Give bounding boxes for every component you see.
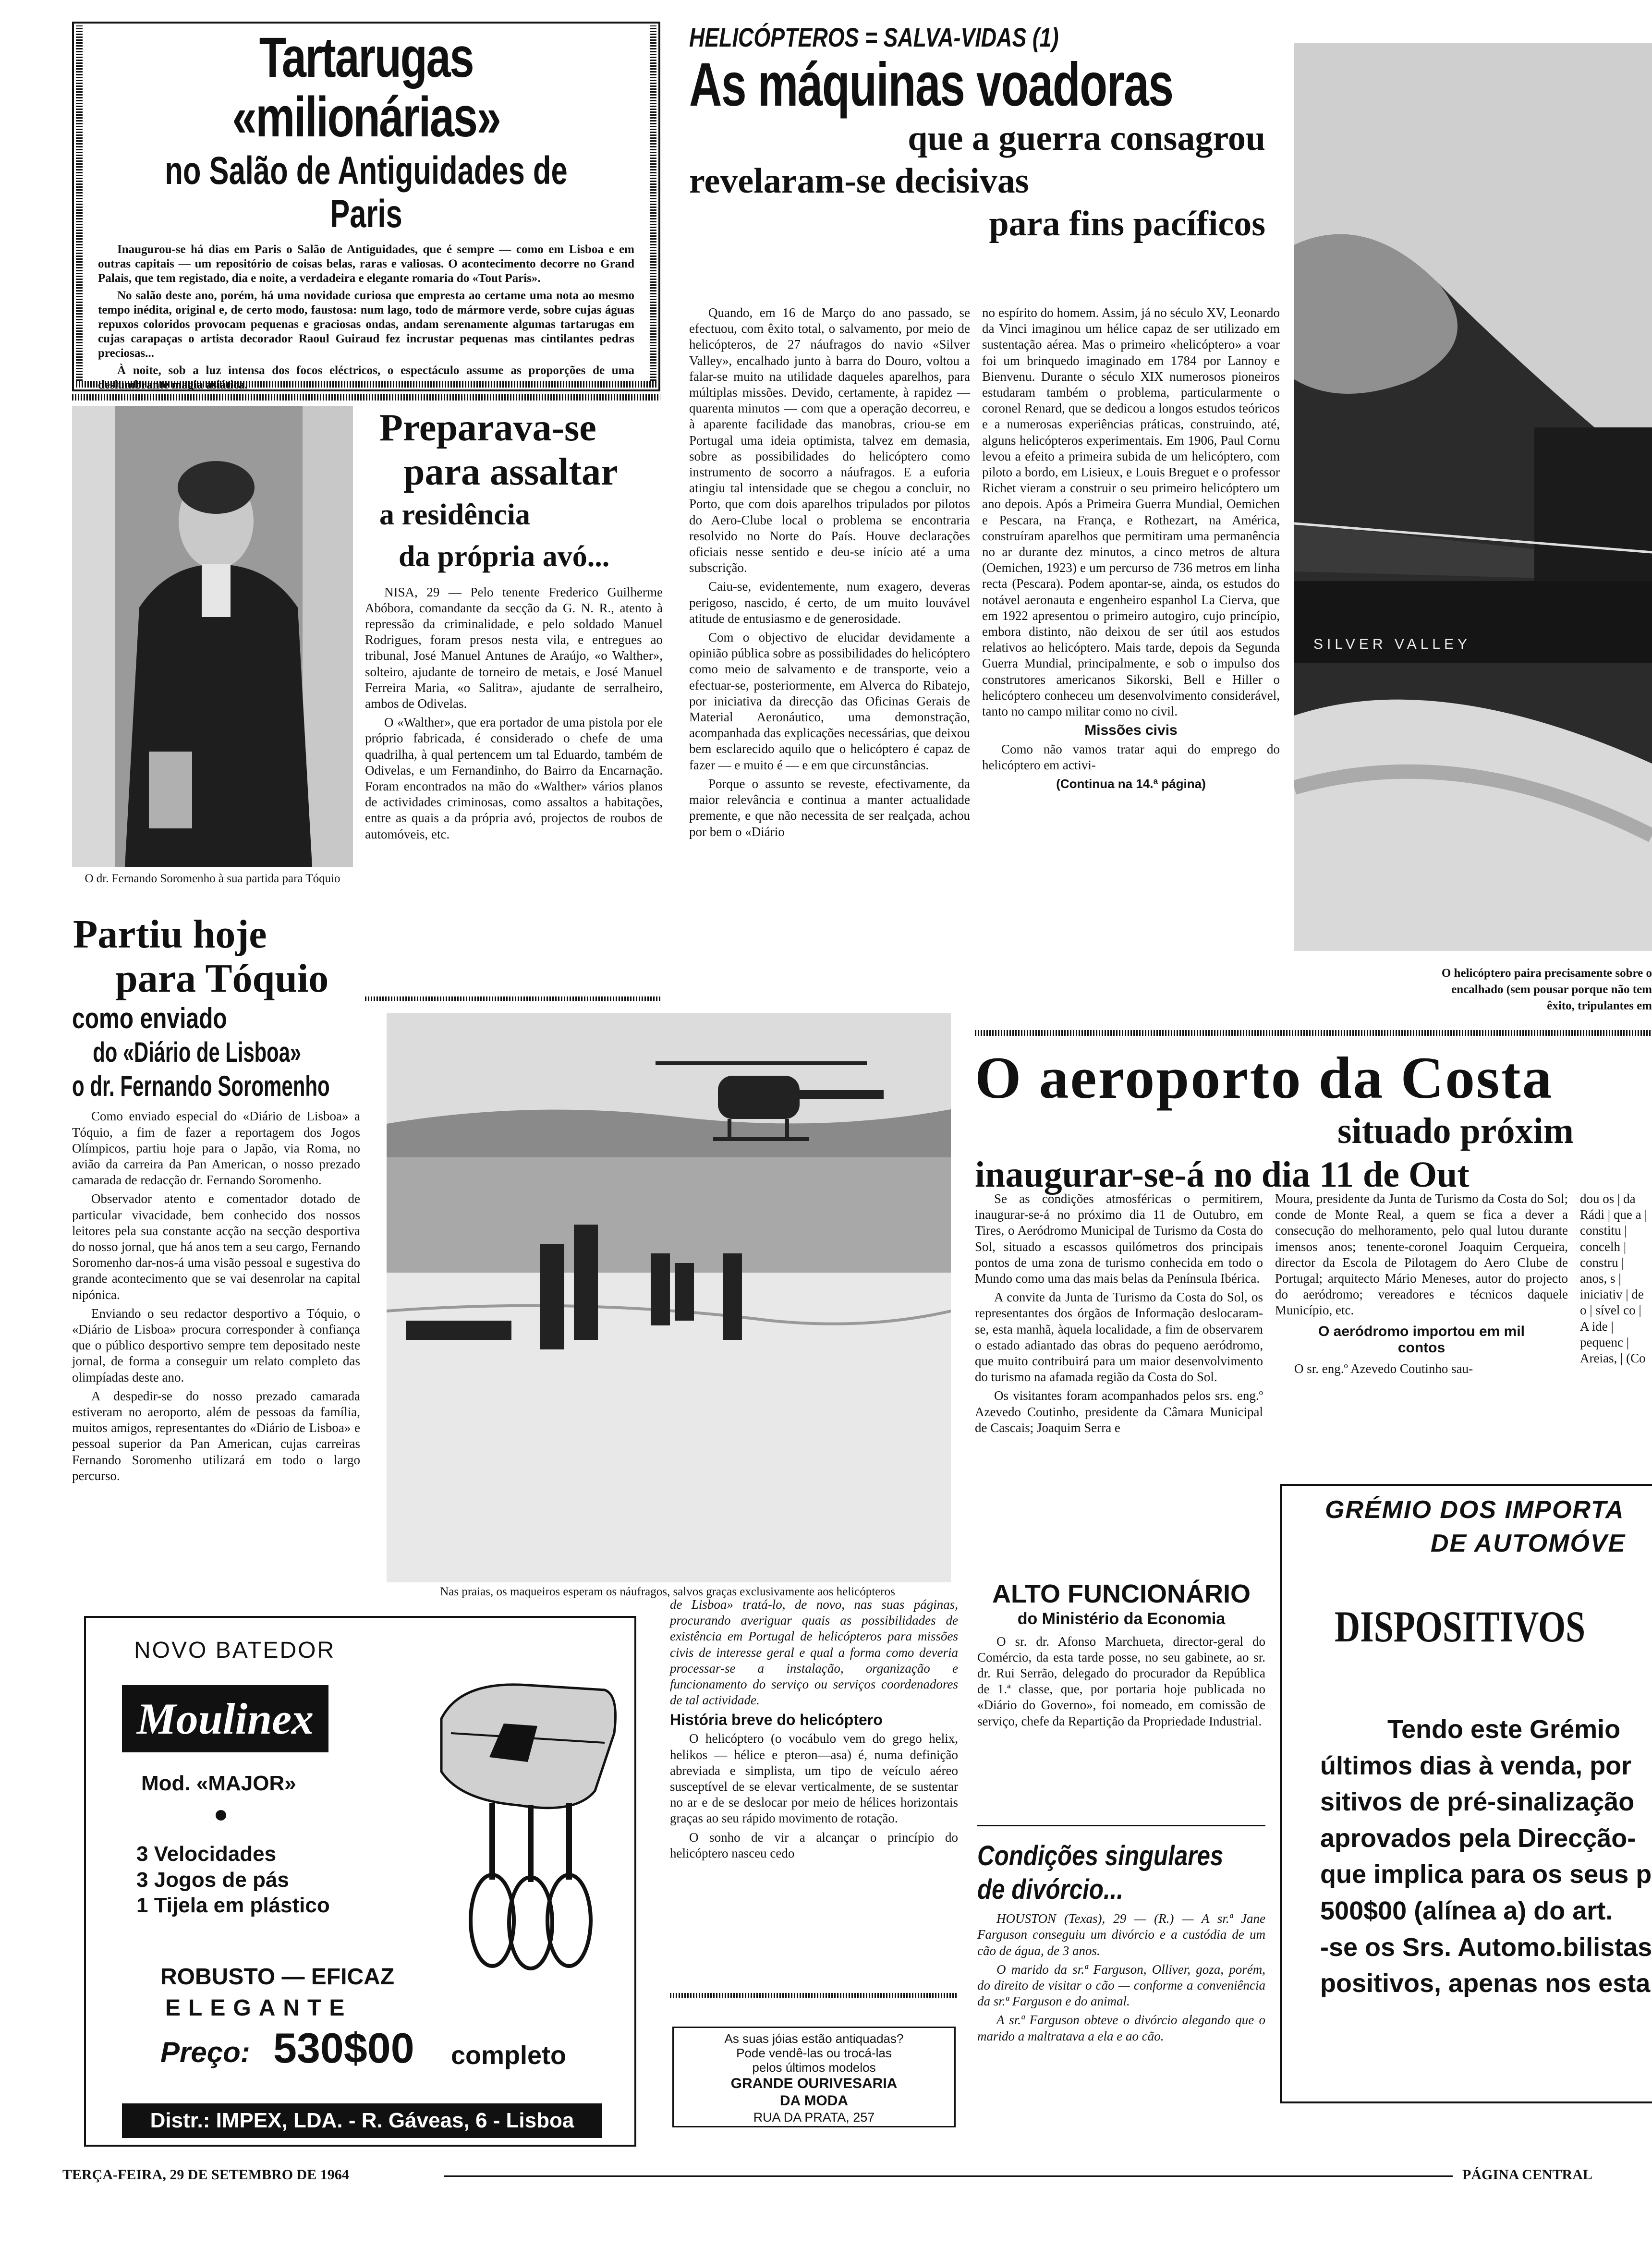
- aeroporto-paragraph: Moura, presidente da Junta de Turismo da Costa do Sol; conde de Monte Real, a quem se fica a dever a consecução do melhoramento, pelo qual lutou durante imensos anos; tenente-coronel Joaquim Cerqueira, director da Escola de Pilotagem do Aero Clube de Portugal; arquitecto Mário Meneses, autor do projecto do aeródromo; vereadores e técnicos daquele Município, etc.: [1275, 1191, 1568, 1318]
- tartarugas-title: Tartarugas «milionárias»: [232, 26, 500, 149]
- partiu-paragraph: Enviando o seu redactor desportivo a Tóquio, o «Diário de Lisboa» procura corresponder à confiança que o público desportivo sempre tem depositado neste jornal, de forma a conseguir um relato completo das olimpíadas deste ano.: [72, 1306, 360, 1385]
- missoes-subheading: Missões civis: [1084, 722, 1178, 739]
- soromenho-photo: [72, 406, 353, 867]
- aeroporto-headline: situado próxim: [1337, 1111, 1574, 1152]
- mixer-illustration: [432, 1661, 624, 1997]
- preparava-headline: para assaltar: [403, 451, 618, 493]
- bullet-dot: [216, 1810, 226, 1821]
- helicopteros-paragraph: Porque o assunto se reveste, efectivamente, da maior relevância e continua a manter actualidade premente, e que não necessita de ser realçada, achou por bem o «Diário: [689, 776, 970, 839]
- ourivesaria-line: Pode vendê-las ou trocá-las: [736, 2045, 892, 2060]
- aeroporto-subheading: O aeródromo importou em mil contos: [1318, 1323, 1525, 1356]
- gremio-headline: DE AUTOMÓVE: [1431, 1530, 1626, 1557]
- condicoes-paragraph: O marido da sr.ª Farguson, Olliver, goza, porém, do direito de visitar o cão — conforme a conveniência da sr.ª Farguson e do animal.: [977, 1962, 1265, 2009]
- helicopteros-article: [689, 22, 1275, 245]
- tartarugas-paragraph: À noite, sob a luz intensa dos focos eléctricos, o espectáculo assume as proporções de uma deslumbrante magia asiática.: [98, 364, 634, 392]
- footer-date: TERÇA-FEIRA, 29 DE SETEMBRO DE 1964: [62, 2167, 349, 2183]
- helicopteros-paragraph: O sonho de vir a alcançar o princípio do helicóptero nasceu cedo: [670, 1830, 958, 1860]
- ship-caption: [1301, 965, 1652, 1014]
- helicopteros-headline: para fins pacíficos: [989, 204, 1265, 243]
- helicopteros-column-3: [670, 1597, 958, 1864]
- gremio-line: que implica para os seus p: [1320, 1860, 1652, 1889]
- preparava-article: [365, 406, 663, 845]
- condicoes-headline: Condições singulares: [977, 1840, 1224, 1871]
- divider: [365, 996, 660, 1001]
- continua-note: (Continua na 14.ª página): [1056, 776, 1206, 791]
- helicopteros-headline: revelaram-se decisivas: [689, 161, 1029, 201]
- gremio-line: aprovados pela Direcção-: [1320, 1823, 1636, 1853]
- gremio-line: 500$00 (alínea a) do art.: [1320, 1896, 1613, 1925]
- partiu-paragraph: Observador atento e comentador dotado de particular vivacidade, bem conhecido dos nossos leitores pela sua constante acção na secção desportiva do nosso jornal, que há anos tem a seu cargo, Fernando Soromenho dar-nos-á uma visão pessoal e sugestiva do grande acontecimento que se vai desenrolar na capital nipónica.: [72, 1191, 360, 1302]
- aeroporto-headline: inaugurar-se-á no dia 11 de Out: [975, 1154, 1470, 1195]
- alto-subheadline: do Ministério da Economia: [1017, 1610, 1226, 1628]
- moulinex-price: 530$00: [273, 2024, 414, 2072]
- divider: [72, 394, 660, 401]
- footer-page: PÁGINA CENTRAL: [1462, 2167, 1592, 2183]
- moulinex-brand: Moulinex: [122, 1685, 328, 1752]
- alto-paragraph: O sr. dr. Afonso Marchueta, director-geral do Comércio, da esta tarde posse, no seu gabinete, ao sr. dr. Rui Serrão, delegado do procurador da República de 1.ª classe, que, por portaria hoje publicada no «Diário do Governo», foi nomeado, em comissão de serviço, chefe da Repartição da Propriedade Industrial.: [977, 1634, 1265, 1728]
- partiu-article: [72, 912, 360, 1487]
- helicopteros-paragraph: Como não vamos tratar aqui do emprego do helicóptero em activi-: [982, 742, 1280, 773]
- ourivesaria-address: RUA DA PRATA, 257: [753, 2110, 875, 2125]
- moulinex-tagline: ELEGANTE: [165, 1995, 352, 2021]
- gremio-line: sitivos de pré-sinalização: [1320, 1787, 1635, 1817]
- aeroporto-paragraph: Os visitantes foram acompanhados pelos srs. eng.º Azevedo Coutinho, presidente da Câmara Municipal de Cascais; Joaquim Serra e: [975, 1388, 1263, 1435]
- helicopteros-kicker: HELICÓPTEROS = SALVA-VIDAS (1): [689, 22, 1059, 52]
- helicopteros-column-1: [689, 305, 970, 843]
- gremio-headline: GRÉMIO DOS IMPORTA: [1325, 1496, 1625, 1524]
- ourivesaria-name: GRANDE OURIVESARIA: [730, 2075, 898, 2091]
- moulinex-feature: 3 Velocidades: [136, 1842, 277, 1866]
- moulinex-model: Mod. «MAJOR»: [141, 1772, 296, 1795]
- condicoes-paragraph: A sr.ª Farguson obteve o divórcio alegando que o marido a maltratava a ela e ao cão.: [977, 2013, 1265, 2043]
- aeroporto-column-1: [975, 1191, 1263, 1439]
- gremio-line: Tendo este Grémio: [1387, 1715, 1621, 1744]
- helicopteros-headline: que a guerra consagrou: [908, 119, 1265, 158]
- preparava-headline: da própria avó...: [399, 540, 610, 573]
- condicoes-article: [977, 1839, 1265, 2047]
- aeroporto-paragraph: Se as condições atmosféricas o permitirem, inaugurar-se-á no próximo dia 11 de Outubro, em Tires, o Aeródromo Municipal de Turismo da Costa do Sol, situado a escassos quilómetros dos principais pontos de uma zona de turismo conhecida em todo o Mundo como uma das mais belas da Península Ibérica.: [975, 1191, 1263, 1286]
- preparava-headline: a residência: [379, 498, 530, 531]
- tartarugas-paragraph: Inaugurou-se há dias em Paris o Salão de Antiguidades, que é sempre — como em Lisboa e em outras capitais — um repositório de coisas belas, raras e valiosas. O acontecimento decorre no Grand Palais, que tem registado, dia e noite, a verdadeira e elegante romaria do «Tout Paris».: [98, 243, 634, 285]
- helicopteros-paragraph: de Lisboa» tratá-lo, de novo, nas suas páginas, procurando averiguar quais as possibilidades de existência em Portugal de helicópteros para missões civis de interesse geral e qual a forma como deveria processar-se a instalação, organização e funcionamento do serviço ou serviços coordenadores de tal actividade.: [670, 1597, 958, 1708]
- helicopteros-paragraph: no espírito do homem. Assim, já no século XV, Leonardo da Vinci imaginou um hélice capaz de ser utilizado em sustentação aérea. Mas o primeiro «helicóptero» a voar foi um brinquedo imaginado em 1784 por Lannoy e Bienvenu. Durante o século XIX numerosos pioneiros estudaram também o problema, particularmente o coronel Renard, que se dedicou a longos estudos teóricos e a numerosas experiências práticas, construindo, até, alguns helicópteros experimentais. Em 1906, Paul Cornu levou a efeito a primeira subida de um helicóptero, com piloto a bordo, em Lisieux, e Louis Breguet e o professor Richet vieram a construir o seu primeiro helicóptero um ano depois. Após a Primeira Guerra Mundial, Oemichen e Pescara, na França, e Rothezart, na América, construíram aparelhos que permitiram uma permanência no ar durante dez minutos, a cinco metros de altura (Oemichen, 1923) e um percurso de 736 metros em linha recta (Pescara). Podem apontar-se, ainda, os estudos do notável aeronauta e engenheiro espanhol La Cierva, que em 1922 apresentou o primeiro autogiro, cujo princípio, embora distinto, não deixou de ser útil aos estudos relativos ao helicóptero. Mais tarde, depois da Segunda Guerra Mundial, principalmente, e sob o impulso dos construtores americanos Sikorski, Bell e Hiller o helicóptero conheceu um desenvolvimento considerável, tanto no campo militar como no civil.: [982, 305, 1280, 719]
- condicoes-paragraph: HOUSTON (Texas), 29 — (R.) — A sr.ª Jane Farguson conseguiu um divórcio e a custódia de um cão de água, de 3 anos.: [977, 1911, 1265, 1958]
- tartarugas-paragraph: No salão deste ano, porém, há uma novidade curiosa que empresta ao certame uma nota ao mesmo tempo inédita, original e, de certo modo, faustosa: num lago, todo de mármore verde, sobre cujas águas repuxos coloridos provocam pequenas e graciosas ondas, andam serenamente algumas tartarugas em cujas carapaças o artista decorador Raoul Guiraud fez incrustar pequenas mas cintilantes pedras preciosas...: [98, 289, 634, 360]
- gremio-line: -se os Srs. Automo.bilistas: [1320, 1932, 1652, 1962]
- gremio-ad: [1280, 1484, 1652, 2103]
- moulinex-price-label: Preço:: [160, 2036, 250, 2068]
- helicopteros-column-2: [982, 305, 1280, 791]
- beach-caption: Nas praias, os maqueiros esperam os náufragos, salvos graças exclusivamente aos helicópteros: [440, 1585, 895, 1598]
- divider: [975, 1030, 1652, 1036]
- alto-article: [977, 1580, 1265, 1732]
- moulinex-top: NOVO BATEDOR: [134, 1638, 336, 1663]
- aeroporto-article: [975, 1047, 1652, 1197]
- helicopteros-headline: As máquinas voadoras: [689, 50, 1173, 119]
- helicopteros-paragraph: Com o objectivo de elucidar devidamente a opinião pública sobre as possibilidades do helicóptero como meio de salvamento e de transporte, veio a efectuar-se, posteriormente, em Alverca do Ribatejo, por iniciativa da direcção das Oficinas Gerais de Material Aeronáutico, uma demonstração, acompanhada das explicações necessárias, que deixou bem esclarecido aquilo que o helicóptero é capaz de fazer — e muito é — e em que circunstâncias.: [689, 630, 970, 772]
- ourivesaria-line: pelos últimos modelos: [752, 2060, 876, 2075]
- aeroporto-column-2: [1275, 1191, 1568, 1380]
- divider: [670, 1993, 958, 1998]
- moulinex-price-suffix: completo: [451, 2041, 567, 2070]
- ship-photo: [1294, 43, 1652, 951]
- ship-name-label: SILVER VALLEY: [1313, 636, 1471, 652]
- moulinex-feature: 1 Tijela em plástico: [136, 1894, 330, 1918]
- condicoes-headline: de divórcio...: [977, 1873, 1124, 1905]
- ship-caption-line: êxito, tripulantes em: [1547, 999, 1652, 1012]
- helicopteros-paragraph: Quando, em 16 de Março do ano passado, se efectuou, com êxito total, o salvamento, por meio de helicópteros, de 27 náufragos do navio «Silver Valley», encalhado junto à barra do Douro, voltou a falar-se muito na utilidade daqueles aparelhos, para múltiplas missões. Devido, certamente, à rapidez — quarenta minutos — com que a operação decorreu, e à aparente facilidade das manobras, criou-se em Portugal uma ideia optimista, talvez em demasia, sobre as possibilidades do helicóptero como instrumento de socorro a náufragos. E a euforia atingiu tal intensidade que se chegou a concluir, no Porto, que com dois aparelhos tripulados por pilotos do Aero-Clube local o problema se encontraria resolvido no Norte do País. Houve declarações oficiais nesse sentido e deu-se início até a uma subscrição.: [689, 305, 970, 575]
- moulinex-feature: 3 Jogos de pás: [136, 1868, 289, 1892]
- ourivesaria-name: DA MODA: [779, 2092, 849, 2109]
- helicopteros-paragraph: O helicóptero (o vocábulo vem do grego helix, helikos — hélice e pteron—asa) é, numa definição abreviada e simplista, um tipo de veículo aéreo susceptível de se elevar verticalmente, de se sustentar no ar e de se deslocar por meio de hélices horizontais graças ao seu rápido movimento de rotação.: [670, 1731, 958, 1826]
- helicopteros-paragraph: Caiu-se, evidentemente, num exagero, deveras perigoso, nascido, é certo, de um muito louvável atitude de entusiasmo e de generosidade.: [689, 579, 970, 626]
- partiu-headline: Partiu hoje: [73, 912, 267, 957]
- preparava-headline: Preparava-se: [379, 407, 596, 449]
- moulinex-distributor: Distr.: IMPEX, LDA. - R. Gáveas, 6 - Lisboa: [122, 2103, 602, 2138]
- partiu-headline: do «Diário de Lisboa»: [93, 1036, 302, 1068]
- aeroporto-paragraph: A convite da Junta de Turismo da Costa do Sol, os representantes dos órgãos de Informação deslocaram-se, esta manhã, àquela localidade, a fim de observarem o estado adiantado das obras do pequeno aeródromo, que muito contribuirá para um maior desenvolvimento do turismo na afamada região da Costa do Sol.: [975, 1290, 1263, 1385]
- aeroporto-paragraph: O sr. eng.º Azevedo Coutinho sau-: [1294, 1361, 1473, 1376]
- gremio-title: DISPOSITIVOS: [1335, 1602, 1586, 1651]
- ship-caption-line: encalhado (sem pousar porque não tem: [1451, 983, 1652, 996]
- tartarugas-subtitle: no Salão de Antiguidades de Paris: [165, 148, 568, 236]
- footer-rule: [444, 2175, 1453, 2177]
- moulinex-ad: [84, 1616, 636, 2147]
- ourivesaria-line: As suas jóias estão antiquadas?: [724, 2031, 904, 2046]
- partiu-paragraph: A despedir-se do nosso prezado camarada estiveram no aeroporto, além de pessoas da família, muitos amigos, representantes do «Diário de Lisboa» e pessoal superior da Pan American, cujas carreiras Fernando Soromenho utilizará em todo o largo percurso.: [72, 1388, 360, 1483]
- aeroporto-column-3: dou os | da Rádi | que a | constitu | concelh | constru | anos, s | iniciativ | de o | sível co | A ide | pequenc | Areias, | (Co: [1580, 1191, 1647, 1366]
- tartarugas-box: [72, 22, 660, 391]
- gremio-line: últimos dias à venda, por: [1320, 1751, 1632, 1780]
- alto-headline: ALTO FUNCIONÁRIO: [992, 1579, 1251, 1608]
- aeroporto-headline: O aeroporto da Costa: [975, 1047, 1554, 1111]
- preparava-paragraph: NISA, 29 — Pelo tenente Frederico Guilherme Abóbora, comandante da secção da G. N. R., atento à repressão da criminalidade, e pelo soldado Manuel Rodrigues, foram presos nesta vila, e entregues ao tribunal, José Manuel Antunes de Araújo, «o Walther», solteiro, ajudante de torneiro de metais, e José Manuel Ferreira Maria, «o Salitra», ajudante de serralheiro, ambos de Odivelas.: [365, 584, 663, 711]
- partiu-headline: para Tóquio: [115, 956, 329, 1001]
- historia-subheading: História breve do helicóptero: [670, 1711, 883, 1729]
- moulinex-tagline: ROBUSTO — EFICAZ: [160, 1964, 395, 1990]
- ourivesaria-ad: [672, 2027, 956, 2127]
- gremio-line: positivos, apenas nos esta: [1320, 1969, 1651, 1998]
- beach-photo: [387, 1013, 951, 1582]
- preparava-paragraph: O «Walther», que era portador de uma pistola por ele próprio fabricada, é considerado o chefe de uma quadrilha, à qual pertencem um tal Eduardo, também de Odivelas, e um Fernandinho, do Bairro da Encarnação. Foram encontrados na mão do «Walther» vários planos de actividades criminosas, como assaltos a habitações, entre as quais a da própria avó, projectos de roubos de automóveis, etc.: [365, 715, 663, 841]
- partiu-headline: como enviado: [72, 1002, 227, 1034]
- partiu-paragraph: Como enviado especial do «Diário de Lisboa» a Tóquio, a fim de fazer a reportagem dos Jogos Olímpicos, partiu hoje para o Japão, via Roma, no avião da carreira da Pan American, o nosso prezado camarada de redacção dr. Fernando Soromenho.: [72, 1109, 360, 1188]
- soromenho-caption: O dr. Fernando Soromenho à sua partida para Tóquio: [85, 872, 340, 885]
- ship-caption-line: O helicóptero paira precisamente sobre o: [1441, 967, 1652, 980]
- partiu-headline: o dr. Fernando Soromenho: [72, 1070, 330, 1103]
